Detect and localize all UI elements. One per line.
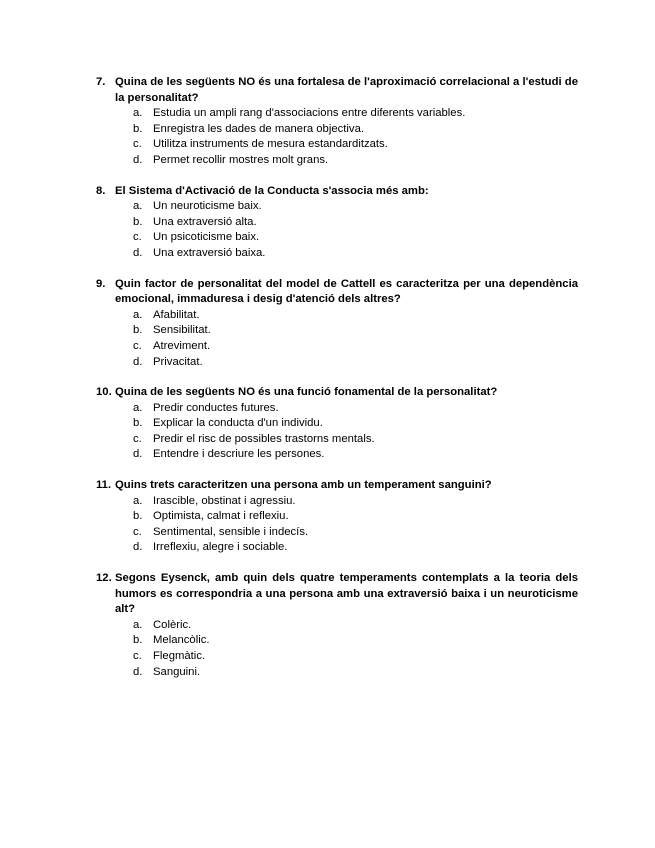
question-number: 8. bbox=[96, 184, 106, 197]
option-text: Enregistra les dades de manera objectiva. bbox=[153, 122, 364, 135]
option-text: Irreflexiu, alegre i sociable. bbox=[153, 541, 288, 554]
option-letter: a. bbox=[133, 107, 143, 120]
question-heading bbox=[96, 277, 578, 308]
option-d bbox=[96, 540, 578, 556]
option-letter: a. bbox=[133, 308, 143, 321]
option-c bbox=[96, 230, 578, 246]
option-text: Un neuroticisme baix. bbox=[153, 200, 262, 213]
question-number: 12. bbox=[96, 572, 112, 585]
option-d bbox=[96, 153, 578, 169]
question-heading bbox=[96, 478, 578, 494]
question-list bbox=[96, 75, 578, 695]
option-d bbox=[96, 355, 578, 371]
option-letter: c. bbox=[133, 525, 142, 538]
option-d bbox=[96, 246, 578, 262]
option-letter: a. bbox=[133, 618, 143, 631]
option-text: Sentimental, sensible i indecís. bbox=[153, 525, 309, 538]
option-text: Privacitat. bbox=[153, 355, 203, 368]
option-b bbox=[96, 633, 578, 649]
option-text: Melancòlic. bbox=[153, 634, 210, 647]
option-letter: b. bbox=[133, 634, 143, 647]
option-list bbox=[96, 308, 578, 370]
option-a bbox=[96, 401, 578, 417]
question-8 bbox=[96, 184, 578, 262]
question-heading bbox=[96, 184, 578, 200]
option-letter: c. bbox=[133, 231, 142, 244]
option-list bbox=[96, 106, 578, 168]
question-number: 7. bbox=[96, 76, 106, 88]
option-text: Atreviment. bbox=[153, 339, 211, 352]
option-d bbox=[96, 665, 578, 681]
option-c bbox=[96, 432, 578, 448]
question-11 bbox=[96, 478, 578, 556]
option-text: Permet recollir mostres molt grans. bbox=[153, 153, 329, 166]
question-heading bbox=[96, 75, 578, 106]
option-text: Sanguini. bbox=[153, 665, 201, 678]
option-letter: c. bbox=[133, 432, 142, 445]
option-letter: c. bbox=[133, 138, 142, 151]
question-number: 10. bbox=[96, 386, 112, 399]
option-text: Optimista, calmat i reflexiu. bbox=[153, 510, 289, 523]
option-letter: b. bbox=[133, 215, 143, 228]
option-c bbox=[96, 137, 578, 153]
option-letter: b. bbox=[133, 122, 143, 135]
option-text: Sensibilitat. bbox=[153, 324, 211, 337]
question-heading bbox=[96, 571, 578, 618]
option-list bbox=[96, 494, 578, 556]
option-b bbox=[96, 215, 578, 231]
option-text: Irascible, obstinat i agressiu. bbox=[153, 494, 296, 507]
option-text: Explicar la conducta d'un individu. bbox=[153, 417, 323, 430]
option-a bbox=[96, 199, 578, 215]
option-list bbox=[96, 618, 578, 680]
option-letter: b. bbox=[133, 510, 143, 523]
option-text: Flegmàtic. bbox=[153, 650, 206, 662]
option-b bbox=[96, 509, 578, 525]
option-c bbox=[96, 339, 578, 355]
option-d bbox=[96, 447, 578, 463]
option-text: Colèric. bbox=[153, 618, 192, 631]
option-text: Predir conductes futures. bbox=[153, 401, 279, 414]
option-letter: d. bbox=[133, 665, 143, 678]
option-letter: d. bbox=[133, 541, 143, 554]
question-12 bbox=[96, 571, 578, 680]
option-letter: b. bbox=[133, 324, 143, 337]
question-number: 11. bbox=[96, 479, 112, 492]
option-letter: c. bbox=[133, 339, 142, 352]
question-text: Quins trets caracteritzen una persona amb un temperament sanguini? bbox=[115, 479, 492, 492]
option-b bbox=[96, 416, 578, 432]
option-list bbox=[96, 199, 578, 261]
option-letter: b. bbox=[133, 417, 143, 430]
question-text: Quina de les següents NO és una funció fonamental de la personalitat? bbox=[115, 386, 498, 399]
option-letter: c. bbox=[133, 650, 142, 662]
question-text: Quin factor de personalitat del model de Cattell es caracteritza per una dependència emocional, immaduresa i desig d'atenció dels altres? bbox=[115, 277, 578, 306]
option-text: Una extraversió alta. bbox=[153, 215, 257, 228]
option-a bbox=[96, 106, 578, 122]
option-text: Afabilitat. bbox=[153, 308, 200, 321]
option-b bbox=[96, 122, 578, 138]
question-heading bbox=[96, 385, 578, 401]
option-letter: a. bbox=[133, 200, 143, 213]
option-letter: d. bbox=[133, 246, 143, 259]
option-c bbox=[96, 525, 578, 541]
question-text: Quina de les següents NO és una fortalesa de l'aproximació correlacional a l'estudi de la personalitat? bbox=[115, 76, 578, 104]
option-letter: d. bbox=[133, 355, 143, 368]
option-c bbox=[96, 649, 578, 665]
option-text: Utilitza instruments de mesura estandarditzats. bbox=[153, 138, 388, 151]
option-text: Entendre i descriure les persones. bbox=[153, 448, 325, 461]
question-number: 9. bbox=[96, 277, 106, 290]
question-9 bbox=[96, 277, 578, 371]
option-a bbox=[96, 308, 578, 324]
option-letter: d. bbox=[133, 448, 143, 461]
option-letter: a. bbox=[133, 401, 143, 414]
option-list bbox=[96, 401, 578, 463]
option-text: Estudia un ampli rang d'associacions entre diferents variables. bbox=[153, 107, 466, 120]
option-b bbox=[96, 323, 578, 339]
option-a bbox=[96, 618, 578, 634]
question-10 bbox=[96, 385, 578, 463]
question-text: Segons Eysenck, amb quin dels quatre temperaments contemplats a la teoria dels humors es correspondria a una persona amb una extraversió baixa i un neuroticisme alt? bbox=[115, 572, 578, 616]
option-text: Un psicoticisme baix. bbox=[153, 231, 260, 244]
question-text: El Sistema d'Activació de la Conducta s'associa més amb: bbox=[115, 184, 429, 197]
option-letter: a. bbox=[133, 494, 143, 507]
option-text: Predir el risc de possibles trastorns mentals. bbox=[153, 432, 375, 445]
option-text: Una extraversió baixa. bbox=[153, 246, 266, 259]
option-letter: d. bbox=[133, 153, 143, 166]
option-a bbox=[96, 494, 578, 510]
question-7 bbox=[96, 75, 578, 169]
